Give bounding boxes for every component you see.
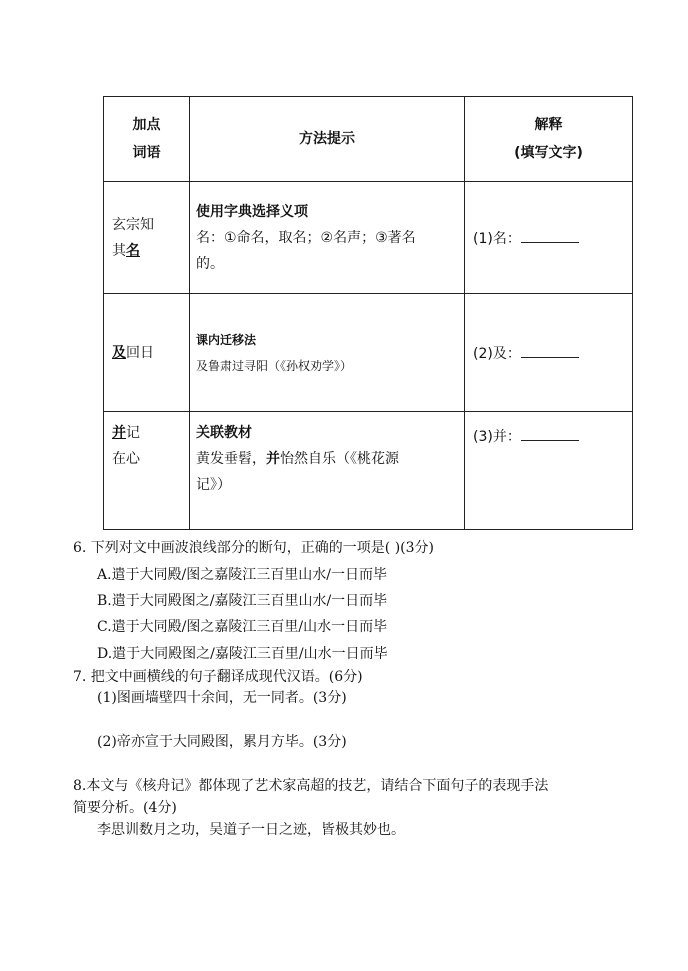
- answer-blank[interactable]: [521, 343, 579, 358]
- header-answer-line1: 解释: [534, 117, 563, 133]
- header-method-cell: [190, 97, 465, 182]
- word-line2: 在心: [112, 451, 140, 467]
- question-6-stem: 6. 下列对文中画波浪线部分的断句，正确的一项是( )(3分): [73, 540, 435, 556]
- answer-cell: [465, 182, 633, 294]
- header-answer-cell: [465, 97, 633, 182]
- word-line1: [112, 420, 189, 446]
- answer-cell: [465, 294, 633, 412]
- table-row: [104, 294, 633, 412]
- word-cell: [104, 412, 190, 530]
- question-7-stem: 7. 把文中画横线的句子翻译成现代汉语。(6分): [73, 669, 363, 685]
- method-line2: 记》）: [196, 477, 231, 493]
- method-cell: [190, 294, 465, 412]
- header-answer-line2: (填写文字): [514, 145, 583, 161]
- key-word: 及: [112, 344, 126, 361]
- answer-label: (2)及：: [473, 345, 521, 362]
- method-line1: 及鲁肃过寻阳（《孙权劝学》）: [196, 358, 353, 373]
- key-word: 并: [112, 425, 126, 441]
- answer-label: (1)名：: [473, 230, 521, 247]
- vocabulary-table: [103, 96, 633, 530]
- word-cell: [104, 294, 190, 412]
- word-line2-pre: 其: [112, 242, 126, 259]
- method-line1: [196, 446, 464, 472]
- answer-blank[interactable]: [521, 426, 579, 441]
- q6-option-b[interactable]: B.遣于大同殿图之/嘉陵江三百里山水/一日而毕: [97, 593, 388, 609]
- header-word-line1: 加点: [132, 117, 161, 133]
- method-title: 使用字典选择义项: [196, 203, 308, 220]
- header-method: 方法提示: [299, 131, 355, 147]
- answer-cell: [465, 412, 633, 530]
- question-8-stem-line1: 8.本文与《核舟记》都体现了艺术家高超的技艺，请结合下面句子的表现手法: [73, 778, 549, 794]
- question-8-stem-line2: 简要分析。(4分): [73, 800, 177, 816]
- method-title: 课内迁移法: [196, 332, 257, 347]
- method-line1: 名：①命名，取名；②名声；③著名: [196, 229, 416, 246]
- word-cell: [104, 182, 190, 294]
- table-row: [104, 412, 633, 530]
- key-word: 名: [126, 242, 140, 259]
- method-line2: 的。: [196, 255, 224, 272]
- answer-blank[interactable]: [521, 228, 579, 243]
- word-line2: [112, 238, 189, 264]
- q7-sub-2: (2)帝亦宣于大同殿图，累月方毕。(3分): [97, 734, 347, 750]
- method-title: 关联教材: [196, 425, 252, 441]
- method-line1-a: 黄发垂髫，: [196, 451, 266, 467]
- word-line1: 玄宗知: [112, 216, 154, 233]
- header-word-line2: 词语: [132, 145, 161, 161]
- q6-option-c[interactable]: C.遣于大同殿/图之嘉陵江三百里/山水一日而毕: [97, 619, 388, 635]
- word-post: 回日: [126, 344, 154, 361]
- answer-label: (3)并：: [473, 429, 521, 445]
- method-cell: [190, 182, 465, 294]
- q8-quote: 李思训数月之功，吴道子一日之迹，皆极其妙也。: [97, 822, 405, 838]
- q6-option-a[interactable]: A.遣于大同殿/图之嘉陵江三百里山水/一日而毕: [97, 567, 387, 583]
- word-post: 记: [126, 425, 140, 441]
- header-word-cell: [104, 97, 190, 182]
- method-line1-b: 怡然自乐（《桃花源: [280, 451, 399, 467]
- table-row: [104, 182, 633, 294]
- method-cell: [190, 412, 465, 530]
- table-header-row: [104, 97, 633, 182]
- method-key-word: 并: [266, 451, 280, 467]
- q7-sub-1: (1)图画墙壁四十余间，无一同者。(3分): [97, 690, 347, 706]
- q6-option-d[interactable]: D.遣于大同殿图之/嘉陵江三百里/山水一日而毕: [97, 646, 388, 662]
